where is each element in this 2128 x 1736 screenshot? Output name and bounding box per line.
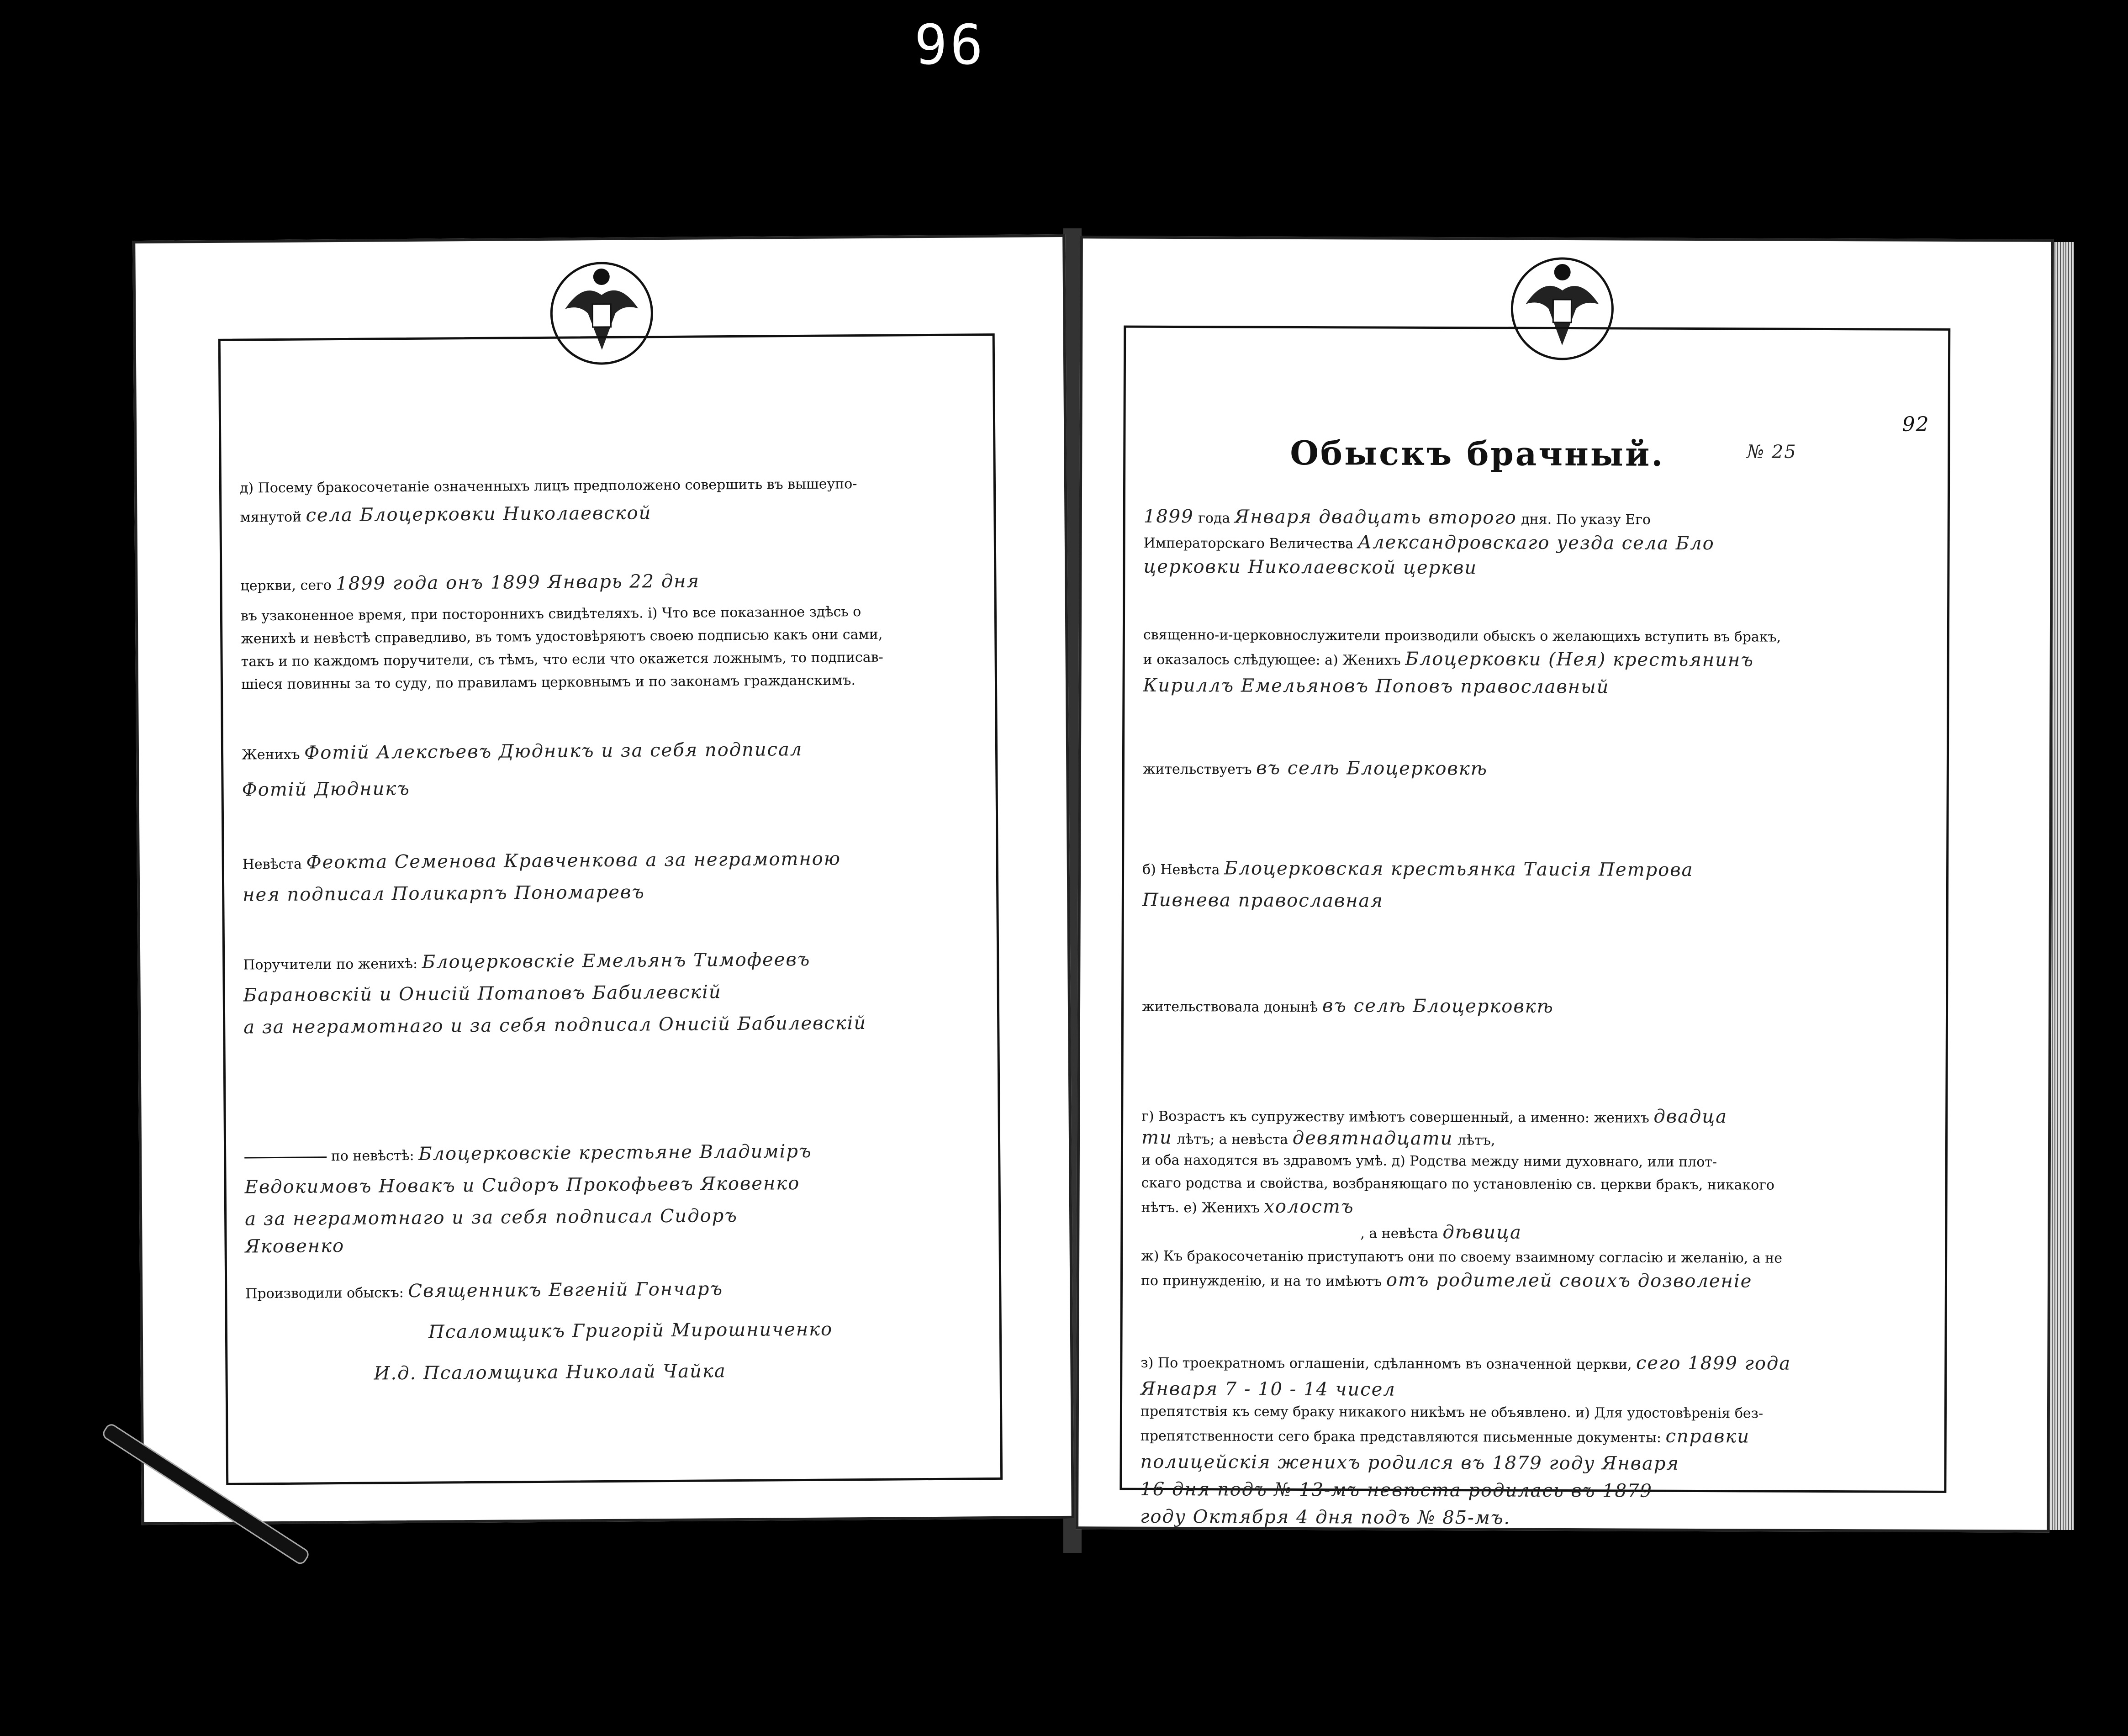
printed-text: г) Возрастъ къ супружеству имѣютъ совершенный, а именно: женихъ xyxy=(1141,1108,1649,1126)
bride-label: Невѣста xyxy=(242,856,302,873)
age-line-3: и оба находятся въ здравомъ умѣ. д) Родства между ними духовнаго, или плот- xyxy=(1141,1152,1717,1171)
bride-guarantors-line-4 xyxy=(245,1231,980,1259)
handwritten-text: Пивнева православная xyxy=(1142,889,1383,912)
printed-text: лѣтъ; а невѣста xyxy=(1177,1131,1288,1148)
banns-line-3: препятствiя къ сему браку никакого никѣмъ не объявлено. и) Для удостовѣренiя без- xyxy=(1140,1403,1764,1422)
banns-line-2 xyxy=(1141,1378,1926,1404)
handwritten-text: Евдокимовъ Новакъ и Сидоръ Прокофьевъ Яковенко xyxy=(244,1173,800,1198)
printed-text: дня. По указу Его xyxy=(1521,511,1651,528)
bride-line-1 xyxy=(243,847,978,875)
bride-guarantors-label: по невѣстѣ: xyxy=(331,1147,414,1165)
groom-label: Женихъ xyxy=(241,746,300,763)
handwritten-text: 1899 года онъ 1899 Январь 22 дня xyxy=(336,570,700,595)
age-line-5 xyxy=(1141,1196,1927,1221)
paragraph-d-line-2 xyxy=(240,500,975,528)
page-number: 92 xyxy=(1902,412,1930,436)
priest-signature: Священникъ Евгенiй Гончаръ xyxy=(408,1278,723,1302)
groom-name: Кириллъ Емельяновъ Поповъ православный xyxy=(1143,675,1610,698)
record-title: Обыскъ брачный. xyxy=(1290,433,1665,474)
printed-text: з) По троекратномъ оглашенiи, сдѣланномъ въ означенной церкви, xyxy=(1141,1355,1632,1373)
printed-text: мянутой xyxy=(240,509,302,526)
age-line-1 xyxy=(1141,1104,1927,1130)
handwritten-text: Блоцерковскiе крестьяне Владимiръ xyxy=(418,1140,812,1165)
handwritten-text: въ селѣ Блоцерковкѣ xyxy=(1322,995,1554,1017)
left-page xyxy=(132,234,1074,1525)
handwritten-text: а за неграмотнаго и за себя подписал Сидоръ xyxy=(245,1205,738,1230)
printed-text: года xyxy=(1198,510,1230,527)
handwritten-text: 16 дня подъ № 13-мъ невѣста родилась въ 1879 xyxy=(1140,1478,1653,1502)
church-date-line xyxy=(240,569,976,596)
groom-guarantors-label: Поручители по женихѣ: xyxy=(243,955,418,973)
handwritten-text: въ селѣ Блоцерковкѣ xyxy=(1256,757,1488,780)
handwritten-text: ти xyxy=(1141,1127,1172,1149)
banns-line-4 xyxy=(1141,1424,1926,1450)
groom-handwritten: Фотiй Алексѣевъ Дюдникъ и за себя подписал xyxy=(304,739,803,764)
handwritten-text: полицейскiя женихъ родился въ 1879 году Января xyxy=(1140,1451,1680,1474)
bride-guarantors-line-3 xyxy=(245,1203,980,1231)
handwritten-text: Блоцерковскiе Емельянъ Тимофеевъ xyxy=(422,949,811,973)
bride-residence-line xyxy=(1142,995,1927,1020)
paragraph-e-line-3: такъ и по каждомъ поручители, съ тѣмъ, что если что окажется ложнымъ, то подписав- xyxy=(241,649,883,670)
handwritten-text: году Октября 4 дня подъ № 85-мъ. xyxy=(1140,1506,1511,1529)
groom-guarantors-line-3 xyxy=(243,1012,979,1039)
banns-line-1 xyxy=(1141,1351,1926,1377)
handwritten-text: Блоцерковки (Нея) крестьянинъ xyxy=(1405,648,1754,671)
documents-line-3 xyxy=(1140,1506,1926,1532)
handwritten-text: дѣвица xyxy=(1442,1222,1522,1243)
printed-text: нѣтъ. е) Женихъ xyxy=(1141,1199,1260,1216)
printed-text: лѣтъ, xyxy=(1457,1132,1495,1149)
printed-text: , а невѣста xyxy=(1360,1225,1438,1242)
handwritten-text: справки xyxy=(1665,1425,1750,1447)
handwritten-text: церковки Николаевской церкви xyxy=(1143,556,1478,579)
printed-form-border xyxy=(218,333,1003,1485)
printed-text: Императорскаго Величества xyxy=(1143,535,1354,552)
banns-dates: Января 7 - 10 - 14 чисел xyxy=(1141,1378,1396,1400)
bride-signature: нея подписал Поликарпъ Пономаревъ xyxy=(243,881,645,906)
groom-residence-line xyxy=(1143,757,1928,783)
handwritten-text: села Блоцерковки Николаевской xyxy=(306,502,652,526)
bride-label: б) Невѣста xyxy=(1142,861,1220,878)
acting-psalmist-signature: И.д. Псаломщика Николай Чайка xyxy=(374,1361,726,1384)
handwritten-text: холостъ xyxy=(1264,1196,1354,1218)
handwritten-text: Блоцерковская крестьянка Таисiя Петрова xyxy=(1224,858,1694,881)
bride-guarantors-line-2 xyxy=(245,1171,980,1199)
paragraph-d-line-1: д) Посему бракосочетанiе означенныхъ лицъ предположено совершить въ вышеупо- xyxy=(239,476,857,496)
bride-handwritten: Феокта Семенова Кравченкова а за неграмотною xyxy=(306,848,841,873)
handwritten-text: 1899 xyxy=(1143,506,1194,528)
groom-line-2 xyxy=(242,774,977,802)
right-page xyxy=(1076,236,2054,1532)
conducted-line-3 xyxy=(374,1359,981,1386)
handwritten-text: Барановскiй и Онисiй Потаповъ Бабилевскiй xyxy=(243,981,722,1006)
bride-line-2 xyxy=(243,879,978,907)
bride-line-2 xyxy=(1142,890,1928,915)
groom-residence-label: жительствуетъ xyxy=(1142,761,1252,778)
church-line xyxy=(1143,556,1929,582)
paragraph-e-line-1: въ узаконенное время, при постороннихъ свидѣтеляхъ. i) Что все показанное здѣсь о xyxy=(240,604,861,624)
consent-line-1: ж) Къ бракосочетанiю приступаютъ они по своему взаимному согласiю и желанiю, а не xyxy=(1141,1248,1783,1266)
handwritten-text: двадца xyxy=(1653,1106,1728,1128)
age-line-2 xyxy=(1141,1127,1927,1153)
printed-form-border xyxy=(1119,326,1950,1529)
age-line-4: скаго родства и свойства, возбраняющаго по установленiю св. церкви бракъ, никакого xyxy=(1141,1175,1775,1193)
blank-rule xyxy=(244,1156,327,1158)
printed-text: препятственности сего брака представляются письменные документы: xyxy=(1140,1428,1662,1446)
handwritten-text: Января двадцать второго xyxy=(1234,506,1517,528)
documents-line-1 xyxy=(1140,1451,1926,1477)
handwritten-text: отъ родителей своихъ дозволенiе xyxy=(1386,1269,1753,1292)
groom-guarantors-line-2 xyxy=(243,980,979,1008)
consent-line-2 xyxy=(1141,1269,1927,1294)
paragraph-e-line-4: шiеся повинны за то суду, по правиламъ церковнымъ и по законамъ гражданскимъ. xyxy=(241,672,856,693)
printed-text: по принужденiю, и на то имѣютъ xyxy=(1141,1272,1382,1290)
age-line-6 xyxy=(1360,1221,1927,1246)
decree-line xyxy=(1144,531,1929,557)
record-number: № 25 xyxy=(1747,441,1797,463)
conducted-line-1 xyxy=(245,1277,981,1304)
clergy-line-1: священно-и-церковнослужители производили обыскъ о желающихъ вступить въ бракъ, xyxy=(1143,627,1781,645)
groom-guarantors-line-1 xyxy=(243,948,978,976)
conducted-label: Производили обыскъ: xyxy=(245,1285,404,1302)
bride-residence-label: жительствовала донынѣ xyxy=(1141,998,1318,1016)
bride-guarantors-line-1 xyxy=(244,1140,980,1167)
handwritten-text: девятнадцати xyxy=(1292,1127,1453,1150)
handwritten-text: сего 1899 года xyxy=(1636,1352,1791,1374)
handwritten-text: Яковенко xyxy=(245,1235,345,1257)
date-line xyxy=(1144,506,1929,532)
bride-line-1 xyxy=(1142,858,1928,883)
frame-number: 96 xyxy=(914,14,986,77)
psalmist-signature: Псаломщикъ Григорiй Мирошниченко xyxy=(428,1319,833,1343)
handwritten-text: а за неграмотнаго и за себя подписал Онисiй Бабилевскiй xyxy=(243,1012,867,1038)
documents-line-2 xyxy=(1140,1479,1926,1504)
conducted-line-2 xyxy=(428,1318,981,1344)
clergy-line-3 xyxy=(1143,675,1928,701)
paragraph-e-line-2: женихѣ и невѣстѣ справедливо, въ томъ удостовѣряютъ своею подписью какъ они сами, xyxy=(241,626,883,647)
groom-line-1 xyxy=(242,738,977,765)
handwritten-text: Александровскаго уезда села Бло xyxy=(1357,532,1715,554)
printed-text: церкви, сего xyxy=(240,577,332,594)
open-register-book xyxy=(123,228,2055,1580)
clergy-line-2 xyxy=(1143,648,1929,673)
printed-text: и оказалось слѣдующее: а) Женихъ xyxy=(1143,651,1401,669)
groom-signature: Фотiй Дюдникъ xyxy=(242,778,410,801)
